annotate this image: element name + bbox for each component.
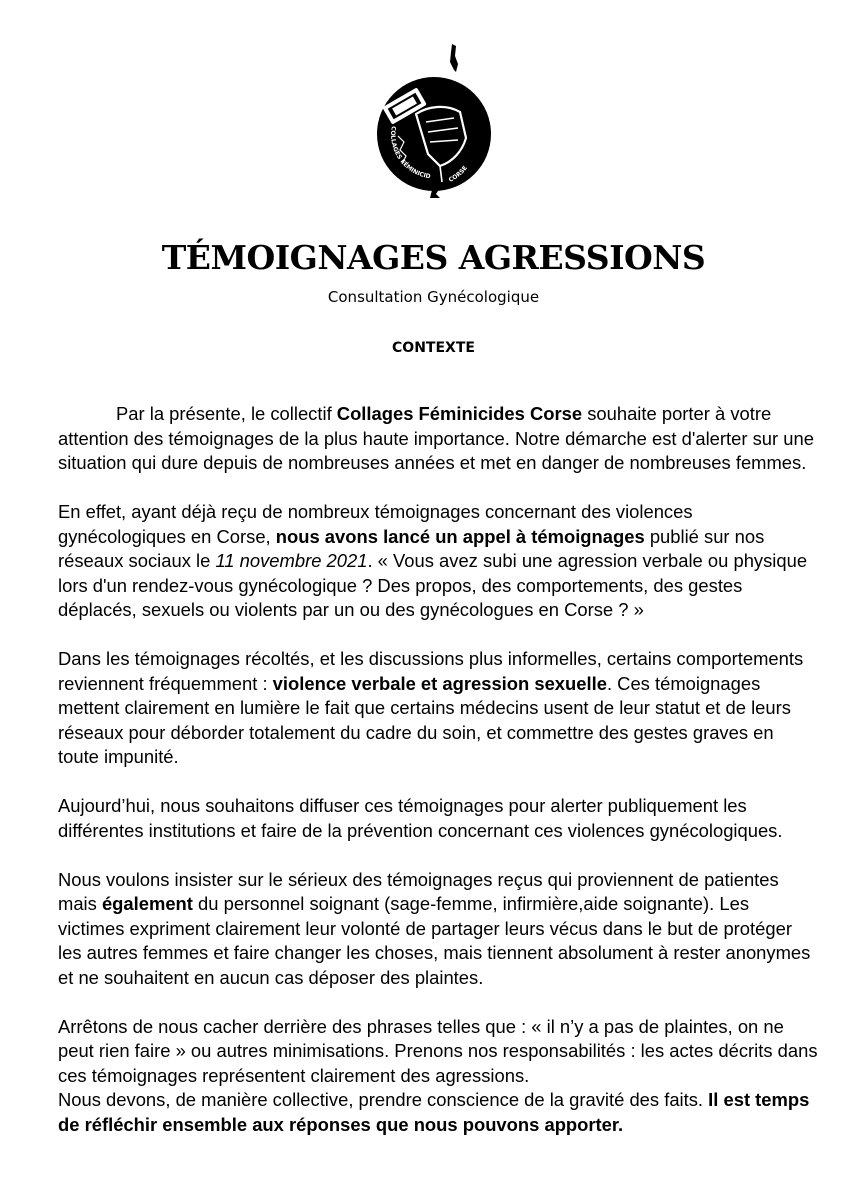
- emphasis-bold: nous avons lancé un appel à témoignages: [275, 525, 645, 547]
- text-run: . Ces témoignages mettent clairement en lumière le fait que certains médecins usent de leur statut et de leurs réseaux pour déborder totalement du cadre du soin, et commettre des gestes graves en toute impunité.: [58, 672, 791, 767]
- document-subtitle: Consultation Gynécologique: [327, 288, 540, 306]
- text-run: Dans les témoignages récoltés, et les discussions plus informelles, certains comportements reviennent fréquemment :: [58, 648, 804, 694]
- date-italic: 11 novembre 2021: [215, 550, 368, 571]
- paragraph-call: [58, 500, 818, 623]
- text-run: En effet, ayant déjà reçu de nombreux témoignages concernant des violences gynécologiques en Corse,: [58, 501, 693, 547]
- paragraph-stop-hiding: Arrêtons de nous cacher derrière des phrases telles que : « il n’y a pas de plaintes, on ne peut rien faire » ou autres minimisations. Prenons nos responsabilités : les actes décrits dans ces témoignages représentent clairement des agressions.: [58, 1015, 818, 1086]
- logo-text-left: COLLAGES FÉMINICID: [389, 125, 432, 181]
- text-run: Nous voulons insister sur le sérieux des témoignages reçus qui proviennent de patientes mais: [58, 868, 779, 914]
- paragraph-today: Aujourd’hui, nous souhaitons diffuser ces témoignages pour alerter publiquement les différentes institutions et faire de la prévention concernant ces violences gynécologiques.: [58, 795, 783, 841]
- document-title: TÉMOIGNAGES AGRESSIONS: [161, 238, 706, 277]
- text-run: Nous devons, de manière collective, prendre conscience de la gravité des faits.: [58, 1089, 709, 1110]
- paragraph-intro: [58, 402, 818, 476]
- paragraph-seriousness: [58, 868, 818, 991]
- collectif-logo: [370, 42, 494, 200]
- paragraph-behaviors: [58, 647, 818, 770]
- logo-text-right: CORSE: [447, 164, 469, 184]
- collective-name: Collages Féminicides Corse: [336, 403, 583, 424]
- text-run: Par la présente, le collectif: [116, 403, 337, 424]
- emphasis-bold: Il est temps de réfléchir ensemble aux réponses que nous pouvons apporter.: [58, 1089, 810, 1135]
- text-run: publié sur nos réseaux sociaux le: [58, 525, 765, 571]
- paragraph-conclusion: [58, 1088, 818, 1137]
- fist-circle-logo-icon: [370, 42, 494, 200]
- emphasis-bold: également: [101, 893, 193, 914]
- text-run: du personnel soignant (sage-femme, infirmière,aide soignante). Les victimes expriment clairement leur volonté de partager leurs vécus dans le but de protéger les autres femmes et faire changer les choses, mais tiennent absolument à rester anonymes et ne souhaitent en aucun cas déposer des plaintes.: [58, 893, 811, 988]
- document-body: [58, 402, 818, 1162]
- emphasis-bold: violence verbale et agression sexuelle: [272, 672, 607, 694]
- text-run: souhaite porter à votre attention des témoignages de la plus haute importance. Notre démarche est d'alerter sur une situation qui dure depuis de nombreuses années et met en danger de nombreuses femmes.: [58, 403, 814, 473]
- section-heading: CONTEXTE: [392, 340, 475, 356]
- text-run: . « Vous avez subi une agression verbale ou physique lors d'un rendez-vous gynécologique ? Des propos, des comportements, des gestes déplacés, sexuels ou violents par un ou des gynécologues en Corse ? »: [58, 550, 808, 620]
